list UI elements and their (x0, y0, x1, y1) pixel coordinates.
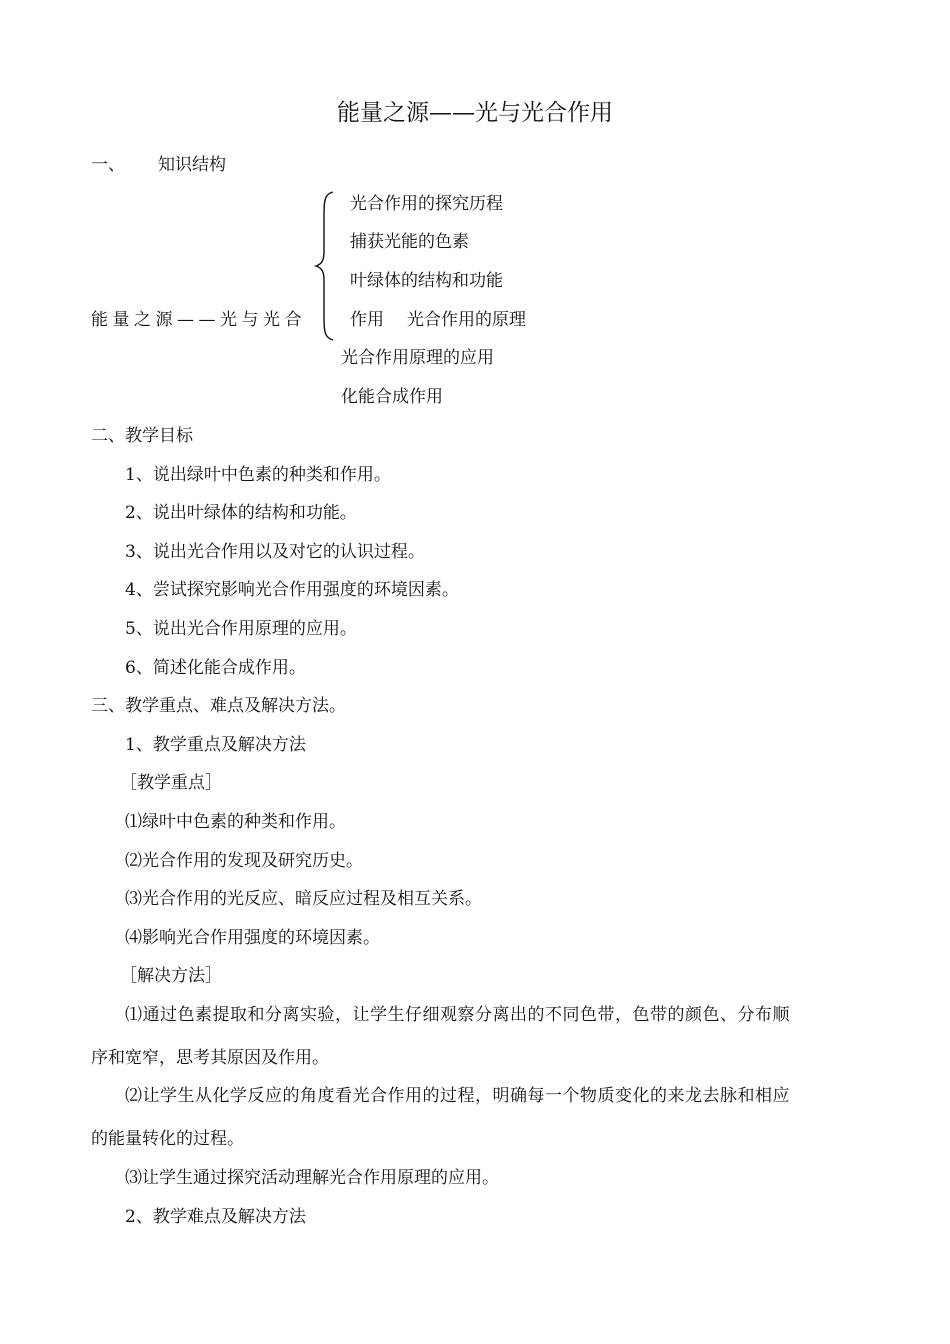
objective-item: 6、简述化能合成作用。 (125, 658, 306, 678)
key-point-item: ⑵光合作用的发现及研究历史。 (125, 851, 363, 871)
knowledge-extra: 光合作用原理的应用 (341, 348, 494, 368)
key-point-item: ⑴绿叶中色素的种类和作用。 (125, 812, 346, 832)
objective-item: 2、说出叶绿体的结构和功能。 (125, 503, 357, 523)
section2-heading: 二、教学目标 (91, 426, 193, 446)
objective-item: 5、说出光合作用原理的应用。 (125, 619, 357, 639)
method-item-line: 序和宽窄，思考其原因及作用。 (91, 1048, 329, 1068)
key-points-label: ［教学重点］ (120, 773, 222, 793)
subsection-heading: 1、教学重点及解决方法 (125, 735, 306, 755)
page-title: 能量之源——光与光合作用 (337, 100, 613, 126)
knowledge-extra: 化能合成作用 (341, 387, 443, 407)
knowledge-root-continuation: 作用 (350, 310, 384, 330)
knowledge-branch: 光合作用的探究历程 (350, 194, 503, 214)
section3-heading: 三、教学重点、难点及解决方法。 (91, 696, 346, 716)
method-item-line: ⑵让学生从化学反应的角度看光合作用的过程，明确每一个物质变化的来龙去脉和相应 (125, 1086, 790, 1106)
objective-item: 1、说出绿叶中色素的种类和作用。 (125, 465, 391, 485)
knowledge-root-label: 能量之源——光与光合 (91, 310, 306, 330)
section1-number: 一、 (91, 155, 125, 175)
section1-heading: 知识结构 (158, 155, 226, 175)
method-item-line: 的能量转化的过程。 (91, 1129, 244, 1149)
key-point-item: ⑶光合作用的光反应、暗反应过程及相互关系。 (125, 889, 482, 909)
method-item: ⑶让学生通过探究活动理解光合作用原理的应用。 (125, 1168, 499, 1188)
key-point-item: ⑷影响光合作用强度的环境因素。 (125, 928, 380, 948)
method-item-line: ⑴通过色素提取和分离实验，让学生仔细观察分离出的不同色带，色带的颜色、分布顺 (125, 1005, 790, 1025)
curly-brace-icon (314, 190, 336, 342)
knowledge-branch: 叶绿体的结构和功能 (350, 271, 503, 291)
knowledge-branch: 光合作用的原理 (407, 310, 526, 330)
subsection-heading: 2、教学难点及解决方法 (125, 1207, 306, 1227)
methods-label: ［解决方法］ (120, 966, 222, 986)
knowledge-branch: 捕获光能的色素 (350, 232, 469, 252)
objective-item: 4、尝试探究影响光合作用强度的环境因素。 (125, 580, 459, 600)
objective-item: 3、说出光合作用以及对它的认识过程。 (125, 542, 425, 562)
